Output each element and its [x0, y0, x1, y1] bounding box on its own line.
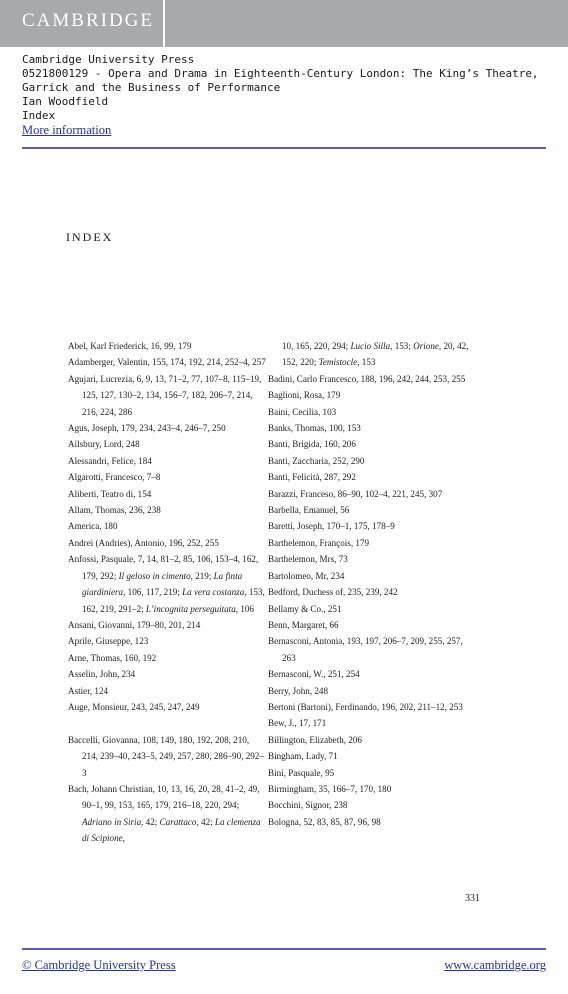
index-entry: Abel, Karl Friederick, 16, 99, 179	[68, 341, 192, 351]
index-entry: Bingham, Lady, 71	[268, 751, 338, 762]
index-entry: Ailsbury, Lord, 248	[68, 439, 140, 450]
index-column-left	[68, 338, 266, 847]
footer-divider	[22, 948, 546, 950]
index-entry: Ansani, Giovanni, 179–80, 201, 214	[68, 619, 201, 630]
index-entry: Banti, Felicità, 287, 292	[268, 472, 356, 483]
index-entry: Baini, Cecilia, 103	[268, 406, 337, 417]
header-banner	[0, 0, 568, 47]
index-entry: Bellamy & Co., 251	[268, 603, 342, 614]
index-entry: Bini, Pasquale, 95	[268, 767, 335, 778]
header-divider	[22, 147, 546, 149]
index-entry: Banks, Thomas, 100, 153	[268, 423, 361, 434]
index-entry: Banti, Brigida, 160, 206	[268, 439, 356, 450]
index-entry: Anfossi, Pasquale, 7, 14, 81–2, 85, 106, 153–4, 162, 179, 292; Il geloso in cimento, 219; La finta giardiniera, 106, 117, 219; La vera costanza, 153, 162, 219, 291–2; L’incognita perseguitata, 106	[68, 554, 265, 614]
index-entry: Baretti, Joseph, 170–1, 175, 178–9	[268, 521, 395, 532]
index-entry: Bernasconi, Antonia, 193, 197, 206–7, 209, 255, 257, 263	[268, 636, 463, 663]
index-entry: Bew, J., 17, 171	[268, 718, 327, 729]
index-entry: Berry, John, 248	[268, 685, 329, 696]
website-link[interactable]: www.cambridge.org	[444, 958, 546, 972]
index-entry: Aliberti, Teatro di, 154	[68, 488, 152, 499]
index-entry: Astier, 124	[68, 685, 109, 696]
index-entry: Bernasconi, W., 251, 254	[268, 669, 360, 680]
page-title: INDEX	[66, 230, 114, 244]
more-information-link[interactable]: More information	[22, 123, 112, 137]
book-metadata	[22, 53, 552, 138]
index-entry: Bologna, 52, 83, 85, 87, 96, 98	[268, 816, 381, 827]
title-continuation: Garrick and the Business of Performance	[22, 81, 281, 94]
publisher-name: Cambridge University Press	[22, 53, 195, 66]
entry-group-gap	[68, 715, 266, 731]
index-entry: Algarotti, Francesco, 7–8	[68, 472, 161, 483]
index-entry: Baglioni, Rosa, 179	[268, 390, 341, 401]
index-entry: Arne, Thomas, 160, 192	[68, 652, 157, 663]
index-entry: Barthelemon, François, 179	[268, 537, 370, 548]
index-entry: Banti, Zaccharia, 252, 290	[268, 455, 365, 466]
index-entry: Alessandri, Felice, 184	[68, 455, 152, 466]
index-entry: Andrei (Andries), Antonio, 196, 252, 255	[68, 537, 219, 548]
index-entry: Agus, Joseph, 179, 234, 243–4, 246–7, 250	[68, 423, 226, 434]
index-entry: Bartolomeo, Mr, 234	[268, 570, 345, 581]
index-entry: Birmingham, 35, 166–7, 170, 180	[268, 783, 392, 794]
index-entry: Bedford, Duchess of, 235, 239, 242	[268, 587, 398, 598]
index-entry: Bach, Johann Christian, 10, 13, 16, 20, 28, 41–2, 49, 90–1, 99, 153, 165, 179, 216–18, 220, 294; Adriano in Siria, 42; Carattaco, 42; La clemenza di Scipione,	[68, 783, 261, 844]
index-entry: Baccelli, Giovanna, 108, 149, 180, 192, 208, 210, 214, 239–40, 243–5, 249, 257, 280, 286–90, 292–3	[68, 734, 264, 778]
index-column-right	[268, 338, 478, 830]
index-entry: Billington, Elizabeth, 206	[268, 734, 362, 745]
index-entry: Barazzi, Franceso, 86–90, 102–4, 221, 245, 307	[268, 488, 443, 499]
index-entry: Bertoni (Bartoni), Ferdinando, 196, 202, 211–12, 253	[268, 701, 463, 712]
index-entry: Allam, Thomas, 236, 238	[68, 505, 161, 516]
index-entry: Badini, Carlo Francesco, 188, 196, 242, 244, 253, 255	[268, 373, 466, 384]
index-entry: Benn, Margaret, 66	[268, 619, 339, 630]
section-name: Index	[22, 109, 56, 122]
index-entry: 10, 165, 220, 294; Lucio Silla, 153; Orione, 20, 42, 152, 220; Temistocle, 153	[282, 341, 469, 368]
index-entry: Barthelemon, Mrs, 73	[268, 554, 348, 565]
index-entry: Agujari, Lucrezia, 6, 9, 13, 71–2, 77, 107–8, 115–19, 125, 127, 130–2, 134, 156–7, 182, 206–7, 214, 216, 224, 286	[68, 373, 262, 417]
index-entry: America, 180	[68, 521, 118, 532]
isbn-title: 0521800129 - Opera and Drama in Eighteenth-Century London: The King’s Theatre,	[22, 67, 539, 80]
index-entry: Barbella, Emanuel, 56	[268, 505, 350, 516]
index-entry: Asselin, John, 234	[68, 669, 136, 680]
author-name: Ian Woodfield	[22, 95, 109, 108]
page-number: 331	[465, 893, 480, 904]
index-entry: Aprile, Giuseppe, 123	[68, 636, 149, 647]
index-entry: Adamberger, Valentin, 155, 174, 192, 214, 252–4, 257	[68, 357, 266, 368]
index-entry: Auge, Monsieur, 243, 245, 247, 249	[68, 701, 200, 712]
index-entry: Bocchini, Signor, 238	[268, 800, 348, 811]
logo-text: CAMBRIDGE	[22, 10, 155, 31]
publisher-logo[interactable]	[0, 0, 165, 47]
copyright-link[interactable]: © Cambridge University Press	[22, 958, 176, 972]
